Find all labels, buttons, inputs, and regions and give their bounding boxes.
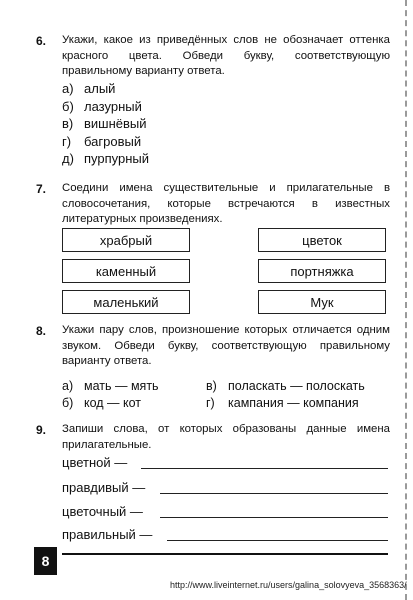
option-letter: г) [62, 133, 72, 149]
option-text: алый [84, 81, 116, 96]
page-edge-dashed-border [405, 0, 407, 600]
option-g[interactable] [62, 133, 149, 151]
noun-box-1[interactable]: цветок [258, 228, 386, 252]
option-v[interactable] [62, 115, 149, 133]
option-text: багровый [84, 133, 142, 149]
question-6-options [62, 80, 149, 168]
source-word: цветочный — [62, 504, 143, 519]
noun-box-2[interactable]: портняжка [258, 259, 386, 283]
option-a[interactable] [62, 378, 159, 395]
option-letter: а) [62, 81, 74, 96]
question-7-text: Соедини имена существительные и прилагательные в словосочетания, которые встречаются в известных литературных произведениях. [62, 182, 390, 225]
option-d[interactable] [62, 150, 149, 168]
answer-line-2[interactable] [160, 493, 388, 494]
option-letter: б) [62, 98, 74, 114]
option-v[interactable] [206, 378, 365, 395]
option-text: кампания — компания [228, 396, 359, 410]
source-word: цветной — [62, 455, 128, 470]
adjective-box-3[interactable]: маленький [62, 290, 190, 314]
answer-row-3 [62, 501, 143, 519]
option-letter: в) [62, 116, 74, 131]
option-b[interactable] [62, 98, 149, 116]
option-letter: б) [62, 396, 74, 410]
question-8-number: 8. [36, 324, 47, 338]
option-text: поласкать — полоскать [228, 379, 365, 393]
question-7-number: 7. [36, 182, 47, 196]
option-letter: д) [62, 151, 74, 166]
option-text: лазурный [84, 98, 142, 114]
question-8-text: Укажи пару слов, произношение которых отличается одним звуком. Обведи букву, соответствующую правильному варианту ответа. [62, 324, 390, 367]
answer-line-1[interactable] [141, 468, 388, 469]
question-8-options-left [62, 378, 159, 412]
option-g[interactable] [206, 395, 365, 412]
option-text: мать — мять [84, 379, 159, 393]
option-text: пурпурный [84, 151, 150, 166]
option-b[interactable] [62, 395, 159, 412]
adjective-box-2[interactable]: каменный [62, 259, 190, 283]
footer-rule [62, 553, 388, 555]
question-8-options-right [206, 378, 365, 412]
option-letter: г) [206, 396, 215, 410]
noun-box-3[interactable]: Мук [258, 290, 386, 314]
answer-row-2 [62, 477, 145, 495]
answer-row-1 [62, 452, 127, 470]
option-a[interactable] [62, 80, 149, 98]
source-word: правдивый — [62, 480, 146, 495]
option-text: код — кот [84, 396, 142, 410]
question-9-text: Запиши слова, от которых образованы данные имена прилагательные. [62, 423, 390, 451]
answer-line-3[interactable] [160, 517, 388, 518]
question-6-number: 6. [36, 34, 47, 48]
source-word: правильный — [62, 527, 153, 542]
question-6-text: Укажи, какое из приведённых слов не обозначает оттенка красного цвета. Обведи букву, соответствующую правильному варианту ответа. [62, 34, 390, 77]
option-letter: а) [62, 379, 74, 393]
option-text: вишнёвый [84, 116, 147, 131]
page-number: 8 [34, 547, 57, 575]
answer-row-4 [62, 524, 152, 542]
answer-line-4[interactable] [167, 540, 388, 541]
option-letter: в) [206, 379, 217, 393]
watermark-url: http://www.liveinternet.ru/users/galina_solovyeva_3568363/ [170, 580, 407, 590]
question-9-number: 9. [36, 423, 47, 437]
adjective-box-1[interactable]: храбрый [62, 228, 190, 252]
